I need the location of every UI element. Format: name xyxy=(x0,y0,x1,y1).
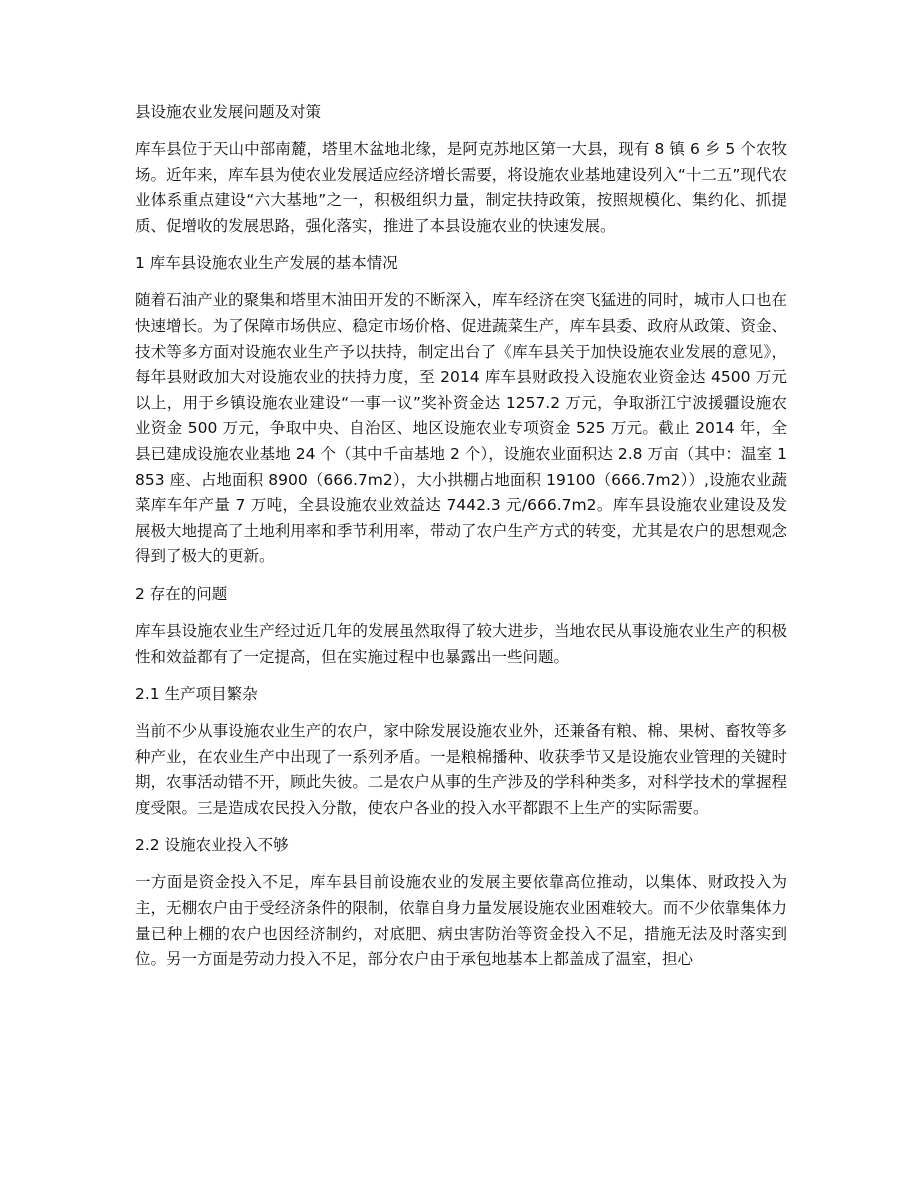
section-1-heading: 1 库车县设施农业生产发展的基本情况 xyxy=(135,254,398,273)
section-2-1-paragraph: 当前不少从事设施农业生产的农户，家中除发展设施农业外，还兼备有粮、棉、果树、畜牧等多种产业，在农业生产中出现了一系列矛盾。一是粮棉播种、收获季节又是设施农业管理的关键时期，农事活动错不开，顾此失彼。二是农户从事的生产涉及的学科种类多，对科学技术的掌握程度受限。三是造成农民投入分散，使农户各业的投入水平都跟不上生产的实际需要。 xyxy=(135,722,787,817)
section-2-2-heading: 2.2 设施农业投入不够 xyxy=(135,836,289,855)
document-page xyxy=(135,100,787,985)
intro-paragraph: 库车县位于天山中部南麓，塔里木盆地北缘，是阿克苏地区第一大县，现有 8 镇 6 乡 5 个农牧场。近年来，库车县为使农业发展适应经济增长需要，将设施农业基地建设列入“十二五”现代农业体系重点建设“六大基地”之一，积极组织力量，制定扶持政策，按照规模化、集约化、抓提质、促增收的发展思路，强化落实，推进了本县设施农业的快速发展。 xyxy=(135,140,787,235)
section-2-2-paragraph: 一方面是资金投入不足，库车县目前设施农业的发展主要依靠高位推动，以集体、财政投入为主，无棚农户由于受经济条件的限制，依靠自身力量发展设施农业困难较大。而不少依靠集体力量已种上棚的农户也因经济制约，对底肥、病虫害防治等资金投入不足，措施无法及时落实到位。另一方面是劳动力投入不足，部分农户由于承包地基本上都盖成了温室，担心 xyxy=(135,873,787,969)
section-2-heading: 2 存在的问题 xyxy=(135,584,228,603)
section-2-paragraph: 库车县设施农业生产经过近几年的发展虽然取得了较大进步，当地农民从事设施农业生产的积极性和效益都有了一定提高，但在实施过程中也暴露出一些问题。 xyxy=(135,621,787,666)
document-title: 县设施农业发展问题及对策 xyxy=(135,103,322,121)
section-2-1-heading: 2.1 生产项目繁杂 xyxy=(135,685,258,704)
section-1-paragraph: 随着石油产业的聚集和塔里木油田开发的不断深入，库车经济在突飞猛进的同时，城市人口也在快速增长。为了保障市场供应、稳定市场价格、促进蔬菜生产，库车县委、政府从政策、资金、技术等多方面对设施农业生产予以扶持，制定出台了《库车县关于加快设施农业发展的意见》，每年县财政加大对设施农业的扶持力度，至 2014 库车县财政投入设施农业资金达 4500 万元以上，用于乡镇设施农业建设“一事一议”奖补资金达 1257.2 万元，争取浙江宁波援疆设施农业资金 500 万元，争取中央、自治区、地区设施农业专项资金 525 万元。截止 2014 年，全县已建成设施农业基地 24 个（其中千亩基地 2 个），设施农业面积达 2.8 万亩（其中：温室 1853 座、占地面积 8900（666.7m2），大小拱棚占地面积 19100（666.7m2））,设施农业蔬菜库车年产量 7 万吨，全县设施农业效益达 7442.3 元/666.7m2。库车县设施农业建设及发展极大地提高了土地利用率和季节利用率，带动了农户生产方式的转变，尤其是农户的思想观念得到了极大的更新。 xyxy=(135,291,787,566)
